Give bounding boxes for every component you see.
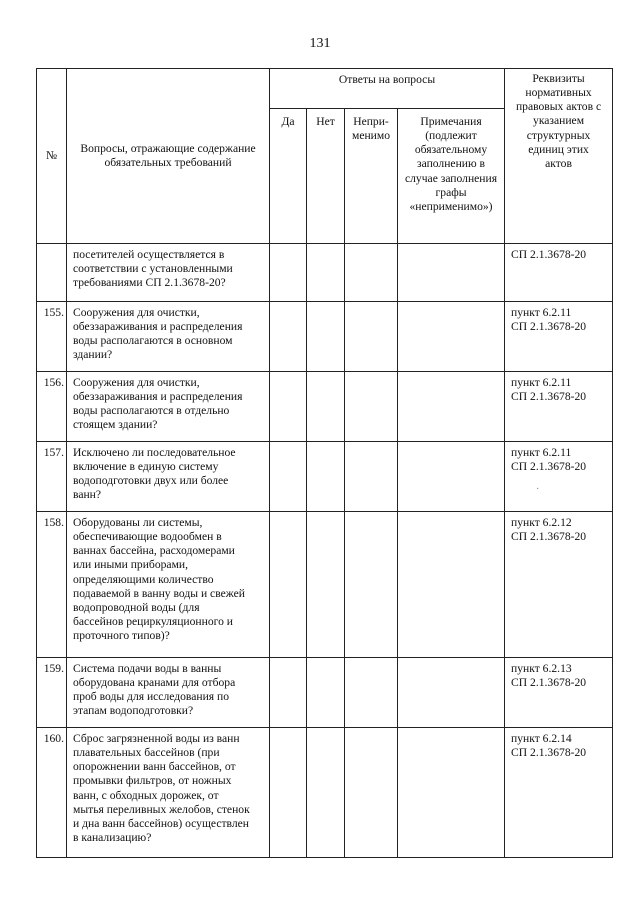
header-line: (подлежит [425, 129, 477, 143]
header-question: Вопросы, отражающие содержание обязательных требований [67, 69, 270, 244]
requisite-line: СП 2.1.3678-20 [511, 676, 587, 690]
question-line: ваннах бассейна, расходомерами [73, 544, 235, 558]
notes-cell[interactable] [398, 244, 505, 302]
question-line: Исключено ли последовательное [73, 446, 236, 459]
requisite-line: СП 2.1.3678-20 [511, 320, 587, 334]
question-line: ванн, с обходных дорожек, от [73, 788, 219, 802]
question-line: Оборудованы ли системы, [73, 516, 203, 529]
question-cell [67, 372, 270, 442]
page-number: 131 [309, 36, 331, 51]
requisite-line: СП 2.1.3678-20 [511, 248, 587, 261]
header-na-lines [345, 115, 397, 143]
question-line: опорожнении ванн бассейнов, от [73, 760, 236, 774]
requisite-line: СП 2.1.3678-20 [511, 530, 587, 544]
requisite-line: пункт 6.2.12 [511, 516, 572, 529]
header-line: Реквизиты [532, 72, 585, 85]
requisite-line: пункт 6.2.14 [511, 732, 572, 745]
notes-cell[interactable] [398, 512, 505, 658]
header-num: № [37, 69, 67, 244]
question-line: плавательных бассейнов (при [73, 746, 220, 760]
question-line: Сооружения для очистки, [73, 376, 200, 389]
question-line: мытья переливных желобов, стенок [73, 802, 250, 816]
answer-yes-cell[interactable] [270, 244, 307, 302]
requisite-cell [505, 372, 613, 442]
requisite-cell [505, 302, 613, 372]
notes-cell[interactable] [398, 728, 505, 858]
requisite-cell [505, 728, 613, 858]
question-line: проточного типов)? [73, 629, 170, 643]
header-requisites-lines [505, 72, 612, 171]
header-line: обязательному [414, 143, 488, 157]
question-line: требованиями СП 2.1.3678-20? [73, 276, 226, 290]
header-line: единиц этих [528, 142, 589, 156]
question-line: водоподготовки двух или более [73, 474, 229, 488]
question-line: водопроводной воды (для [73, 600, 200, 614]
row-number [37, 244, 67, 302]
question-line: посетителей осуществляется в [73, 248, 225, 261]
header-yes: Да [270, 109, 307, 244]
question-line: этапам водоподготовки? [73, 704, 194, 718]
answer-yes-cell[interactable] [270, 658, 307, 728]
row-number: 158. [37, 512, 67, 658]
header-line: заполнению в [417, 157, 486, 171]
question-line: обеззараживания и распределения [73, 390, 243, 404]
question-line: Сброс загрязненной воды из ванн [73, 732, 240, 745]
question-line: определяющими количество [73, 572, 214, 586]
header-line: нормативных [525, 86, 592, 100]
question-line: проб воды для исследования по [73, 690, 230, 704]
requisite-cell [505, 658, 613, 728]
header-line: Непри- [353, 115, 389, 128]
question-line: Система подачи воды в ванны [73, 662, 222, 675]
answer-na-cell[interactable] [345, 658, 398, 728]
table-row [37, 244, 613, 302]
table-row [37, 512, 613, 658]
header-line: случае заполнения [404, 171, 498, 185]
answer-no-cell[interactable] [307, 372, 345, 442]
answer-no-cell[interactable] [307, 728, 345, 858]
answer-na-cell[interactable] [345, 302, 398, 372]
requisite-cell [505, 512, 613, 658]
header-notes-lines [398, 115, 504, 214]
checklist-table [36, 68, 613, 858]
requisite-line: пункт 6.2.13 [511, 662, 572, 675]
notes-cell[interactable] [398, 302, 505, 372]
answer-na-cell[interactable] [345, 442, 398, 512]
row-number: 155. [37, 302, 67, 372]
question-line: оборудована кранами для отбора [73, 676, 236, 690]
question-cell [67, 512, 270, 658]
header-line: графы [435, 185, 467, 199]
header-line: Примечания [420, 115, 482, 128]
header-notes [398, 109, 505, 244]
question-line: здании? [73, 348, 113, 362]
answer-yes-cell[interactable] [270, 512, 307, 658]
scan-speck: · [536, 484, 540, 495]
requisite-line: пункт 6.2.11 [511, 376, 572, 389]
answer-no-cell[interactable] [307, 442, 345, 512]
answer-no-cell[interactable] [307, 512, 345, 658]
table-row [37, 728, 613, 858]
question-line: обеспечивающие водообмен в [73, 530, 222, 544]
question-line: промывки фильтров, от ножных [73, 774, 232, 788]
header-line: указанием [533, 114, 585, 128]
answer-yes-cell[interactable] [270, 372, 307, 442]
question-cell [67, 244, 270, 302]
question-line: ванн? [73, 488, 102, 502]
header-line: «неприменимо») [409, 199, 493, 213]
table-row [37, 442, 613, 512]
answer-na-cell[interactable] [345, 244, 398, 302]
answer-yes-cell[interactable] [270, 728, 307, 858]
row-number: 156. [37, 372, 67, 442]
requisite-cell [505, 442, 613, 512]
question-line: воды располагаются в отдельно [73, 404, 230, 418]
header-line: структурных [526, 128, 591, 142]
notes-cell[interactable] [398, 658, 505, 728]
header-answers: Ответы на вопросы [270, 69, 505, 109]
question-line: и дна ванн бассейнов) осуществлен [73, 816, 249, 830]
answer-no-cell[interactable] [307, 658, 345, 728]
requisite-line: СП 2.1.3678-20 [511, 460, 587, 474]
header-line: актов [545, 156, 572, 170]
question-line: включение в единую систему [73, 460, 219, 474]
question-cell [67, 302, 270, 372]
row-number: 159. [37, 658, 67, 728]
header-line: правовых актов с [515, 100, 602, 114]
requisite-cell [505, 244, 613, 302]
requisite-line: пункт 6.2.11 [511, 446, 572, 459]
question-line: стоящем здании? [73, 418, 158, 432]
answer-na-cell[interactable] [345, 372, 398, 442]
row-number: 160. [37, 728, 67, 858]
question-cell [67, 658, 270, 728]
table-row [37, 372, 613, 442]
answer-yes-cell[interactable] [270, 442, 307, 512]
question-line: соответствии с установленными [73, 262, 233, 276]
question-cell [67, 442, 270, 512]
table-row [37, 658, 613, 728]
header-no: Нет [307, 109, 345, 244]
question-line: в канализацию? [73, 830, 152, 844]
requisite-line: пункт 6.2.11 [511, 306, 572, 319]
answer-na-cell[interactable] [345, 512, 398, 658]
question-line: бассейнов рециркуляционного и [73, 614, 234, 628]
requisite-line: СП 2.1.3678-20 [511, 746, 587, 760]
question-line: воды располагаются в основном [73, 334, 233, 348]
question-line: обеззараживания и распределения [73, 320, 243, 334]
answer-na-cell[interactable] [345, 728, 398, 858]
answer-no-cell[interactable] [307, 302, 345, 372]
question-cell [67, 728, 270, 858]
notes-cell[interactable] [398, 442, 505, 512]
header-line: менимо [351, 129, 391, 143]
requisite-line: СП 2.1.3678-20 [511, 390, 587, 404]
header-requisites [505, 69, 613, 244]
header-not-applicable [345, 109, 398, 244]
question-line: подаваемой в ванну воды и свежей [73, 586, 245, 600]
row-number: 157. [37, 442, 67, 512]
question-line: или иными приборами, [73, 558, 189, 572]
question-line: Сооружения для очистки, [73, 306, 200, 319]
answer-yes-cell[interactable] [270, 302, 307, 372]
answer-no-cell[interactable] [307, 244, 345, 302]
notes-cell[interactable] [398, 372, 505, 442]
table-row [37, 302, 613, 372]
